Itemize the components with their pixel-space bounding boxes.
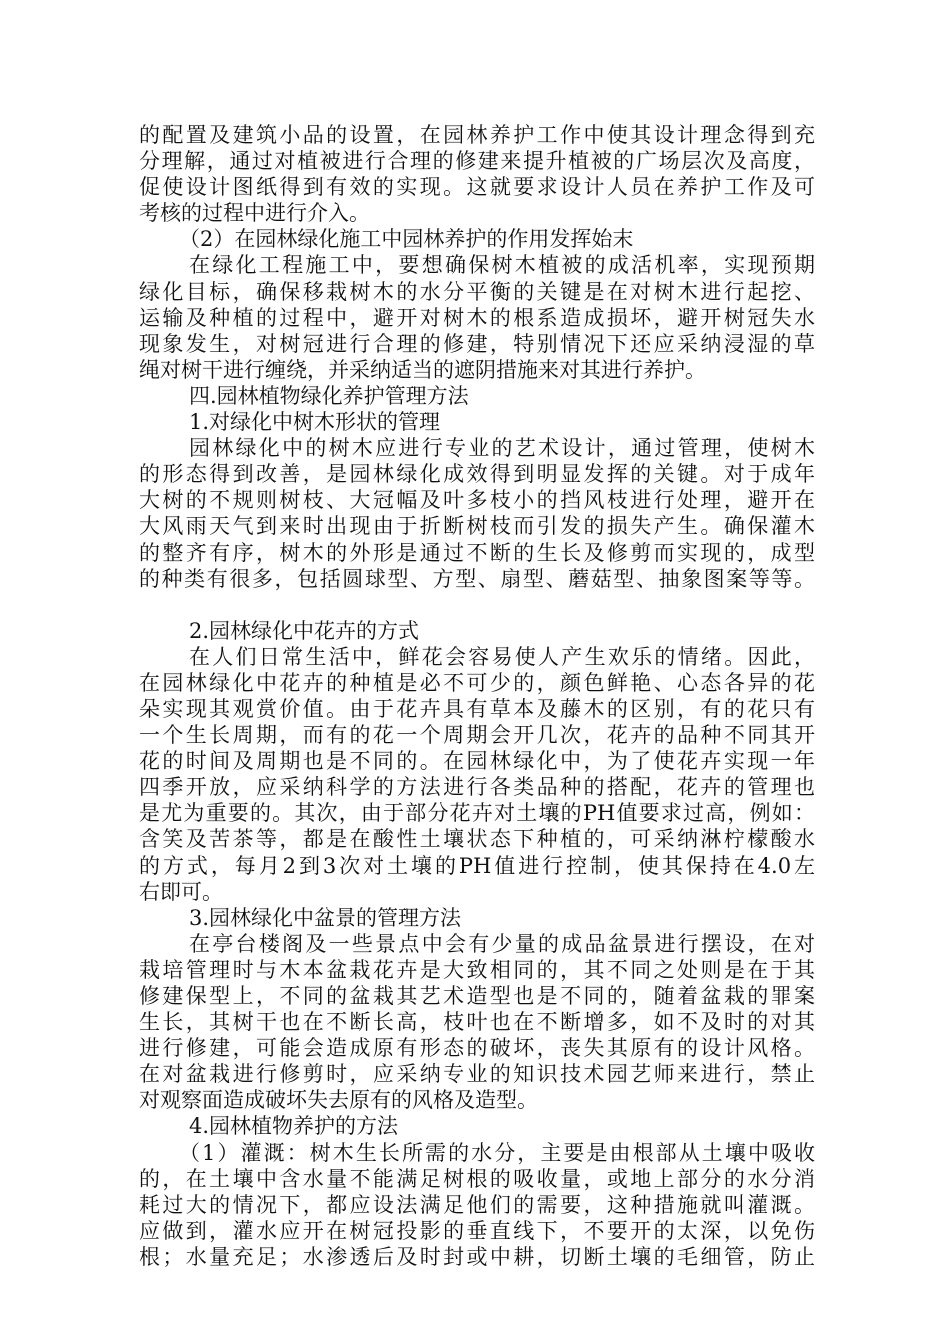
text-line: 含笑及苦茶等，都是在酸性土壤状态下种植的，可采纳淋柠檬酸水 [139,827,815,852]
text-line: 应做到，灌水应开在树冠投影的垂直线下，不要开的太深，以免伤 [139,1218,815,1243]
section-heading-4: 四.园林植物绿化养护管理方法 [189,383,469,408]
text-line: 四季开放，应采纳科学的方法进行各类品种的搭配，花卉的管理也 [139,775,815,800]
text-line: 的配置及建筑小品的设置，在园林养护工作中使其设计理念得到充 [139,123,815,147]
text-line: 朵实现其观赏价值。由于花卉具有草本及藤木的区别，有的花只有 [139,696,815,721]
item-1-heading: 1.对绿化中树木形状的管理 [189,410,441,435]
item-4-paragraph [139,1140,815,1270]
text-line: 的方式，每月2到3次对土壤的PH值进行控制，使其保持在4.0左 [139,853,815,878]
text-line: 大树的不规则树枝、大冠幅及叶多枝小的挡风枝进行处理，避开在 [139,488,815,513]
text-line: 耗过大的情况下，都应设法满足他们的需要，这种措施就叫灌溉。 [139,1192,815,1217]
text-line: 在亭台楼阁及一些景点中会有少量的成品盆景进行摆设，在对 [189,931,815,956]
text-line: 在园林绿化中花卉的种植是必不可少的，颜色鲜艳、心态各异的花 [139,670,815,695]
text-line: 促使设计图纸得到有效的实现。这就要求设计人员在养护工作及可 [139,175,815,200]
text-line: 根；水量充足；水渗透后及时封或中耕，切断土壤的毛细管，防止 [139,1244,815,1269]
text-line: 绳对树干进行缠绕，并采纳适当的遮阴措施来对其进行养护。 [139,357,706,382]
subheading-2: （2）在园林绿化施工中园林养护的作用发挥始末 [179,227,634,252]
text-line: 的种类有很多，包括圆球型、方型、扇型、蘑菇型、抽象图案等等。 [139,566,815,591]
text-line: 在对盆栽进行修剪时，应采纳专业的知识技术园艺师来进行，禁止 [139,1062,815,1087]
text-line: 的，在土壤中含水量不能满足树根的吸收量，或地上部分的水分消 [139,1166,815,1191]
text-line: 在绿化工程施工中，要想确保树木植被的成活机率，实现预期 [189,253,815,278]
text-line: 修建保型上，不同的盆栽其艺术造型也是不同的，随着盆栽的罪案 [139,984,815,1008]
paragraph-2 [139,252,815,382]
text-line: 栽培管理时与木本盆栽花卉是大致相同的，其不同之处则是在于其 [139,957,815,982]
text-line: 是尤为重要的。其次，由于部分花卉对土壤的PH值要求过高，例如： [139,801,815,826]
text-line: 大风雨天气到来时出现由于折断树枝而引发的损失产生。确保灌木 [139,514,815,539]
text-line: 一个生长周期，而有的花一个周期会开几次，花卉的品种不同其开 [139,723,815,748]
text-line: 生长，其树干也在不断长高，枝叶也在不断增多，如不及时的对其 [139,1010,815,1035]
text-line: 的形态得到改善，是园林绿化成效得到明显发挥的关键。对于成年 [139,462,815,487]
text-line: 运输及种植的过程中，避开对树木的根系造成损坏，避开树冠失水 [139,305,815,330]
text-line: 绿化目标，确保移栽树木的水分平衡的关键是在对树木进行起挖、 [139,279,815,304]
text-line: 右即可。 [139,879,223,904]
intro-paragraph [139,122,815,226]
text-line: 考核的过程中进行介入。 [139,201,370,226]
item-1-paragraph [139,435,815,592]
document-page [139,122,815,1270]
blank-line [139,592,815,618]
text-line: （1）灌溉：树木生长所需的水分，主要是由根部从土壤中吸收 [179,1140,815,1165]
text-line: 进行修建，可能会造成原有形态的破坏，丧失其原有的设计风格。 [139,1036,815,1061]
text-line: 花的时间及周期也是不同的。在园林绿化中，为了使花卉实现一年 [139,749,815,774]
item-2-heading: 2.园林绿化中花卉的方式 [189,618,420,643]
item-3-heading: 3.园林绿化中盆景的管理方法 [189,905,462,930]
item-3-paragraph [139,931,815,1114]
text-line: 对观察面造成破坏失去原有的风格及造型。 [139,1088,538,1113]
text-line: 园林绿化中的树木应进行专业的艺术设计，通过管理，使树木 [189,436,815,461]
item-4-heading: 4.园林植物养护的方法 [189,1114,399,1139]
text-line: 在人们日常生活中，鲜花会容易使人产生欢乐的情绪。因此， [189,644,815,669]
text-line: 的整齐有序，树木的外形是通过不断的生长及修剪而实现的，成型 [139,540,815,565]
item-2-paragraph [139,644,815,905]
text-line: 分理解，通过对植被进行合理的修建来提升植被的广场层次及高度， [139,149,815,174]
text-line: 现象发生，对树冠进行合理的修建，特别情况下还应采纳浸湿的草 [139,331,815,356]
